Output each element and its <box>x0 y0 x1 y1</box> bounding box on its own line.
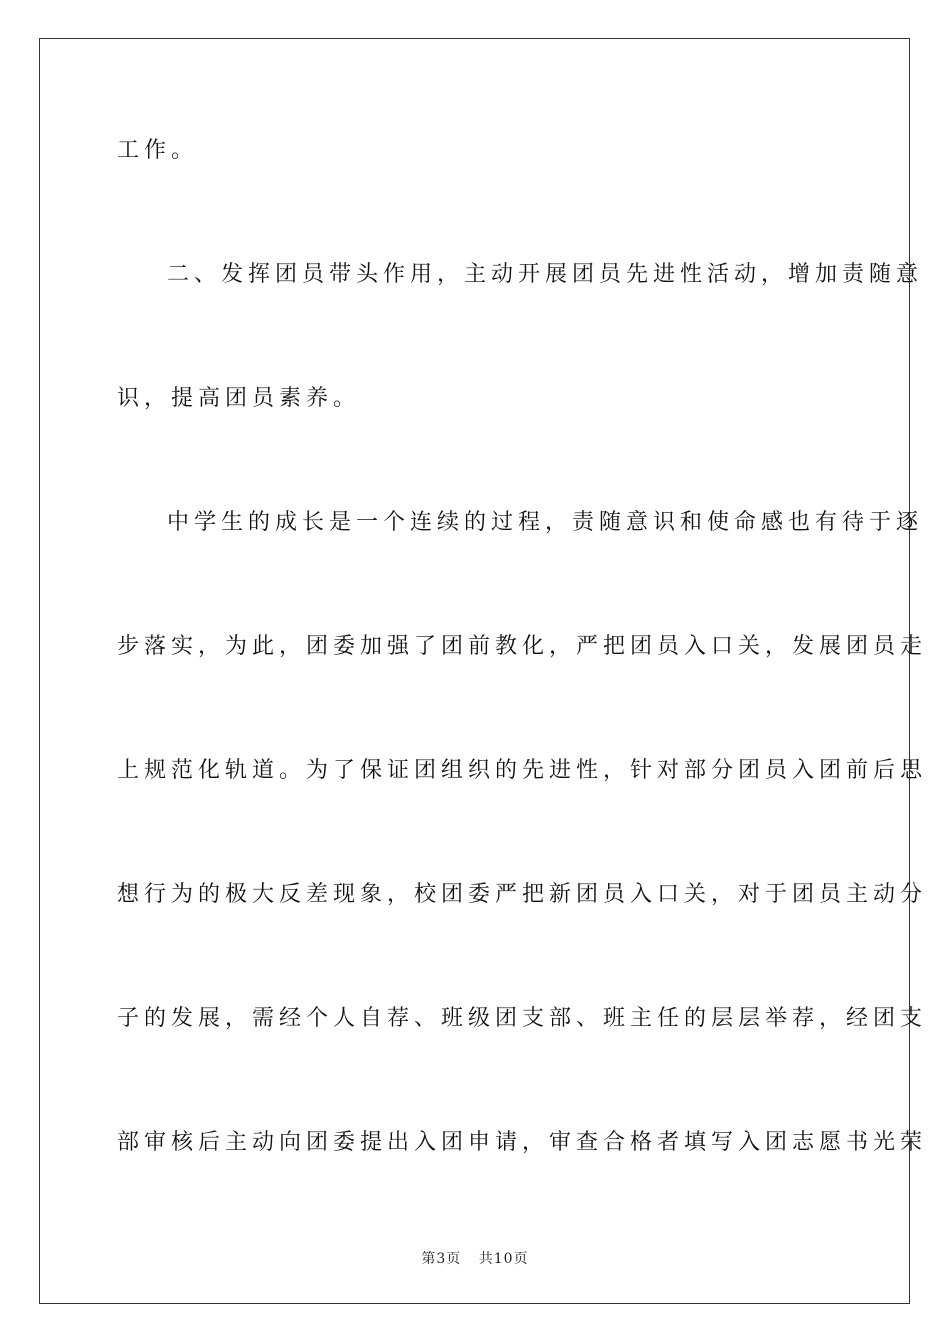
page-number: 第3页 <box>421 1251 462 1267</box>
paragraph-line: 中学生的成长是一个连续的过程，责随意识和使命感也有待于逐 <box>167 510 924 535</box>
paragraph-line: 二、发挥团员带头作用，主动开展团员先进性活动，增加责随意 <box>167 262 924 287</box>
paragraph-line: 工作。 <box>117 138 199 163</box>
page-footer <box>0 1248 950 1268</box>
paragraph-line: 上规范化轨道。为了保证团组织的先进性，针对部分团员入团前后思 <box>117 758 928 783</box>
page-total: 共10页 <box>478 1251 529 1267</box>
paragraph-line: 想行为的极大反差现象，校团委严把新团员入口关，对于团员主动分 <box>117 882 928 907</box>
paragraph-line: 步落实，为此，团委加强了团前教化，严把团员入口关，发展团员走 <box>117 634 928 659</box>
paragraph-line: 子的发展，需经个人自荐、班级团支部、班主任的层层举荐，经团支 <box>117 1006 928 1031</box>
page-border <box>39 38 910 1304</box>
paragraph-line: 部审核后主动向团委提出入团申请，审查合格者填写入团志愿书光荣 <box>117 1130 928 1155</box>
paragraph-line: 识，提高团员素养。 <box>117 386 361 411</box>
